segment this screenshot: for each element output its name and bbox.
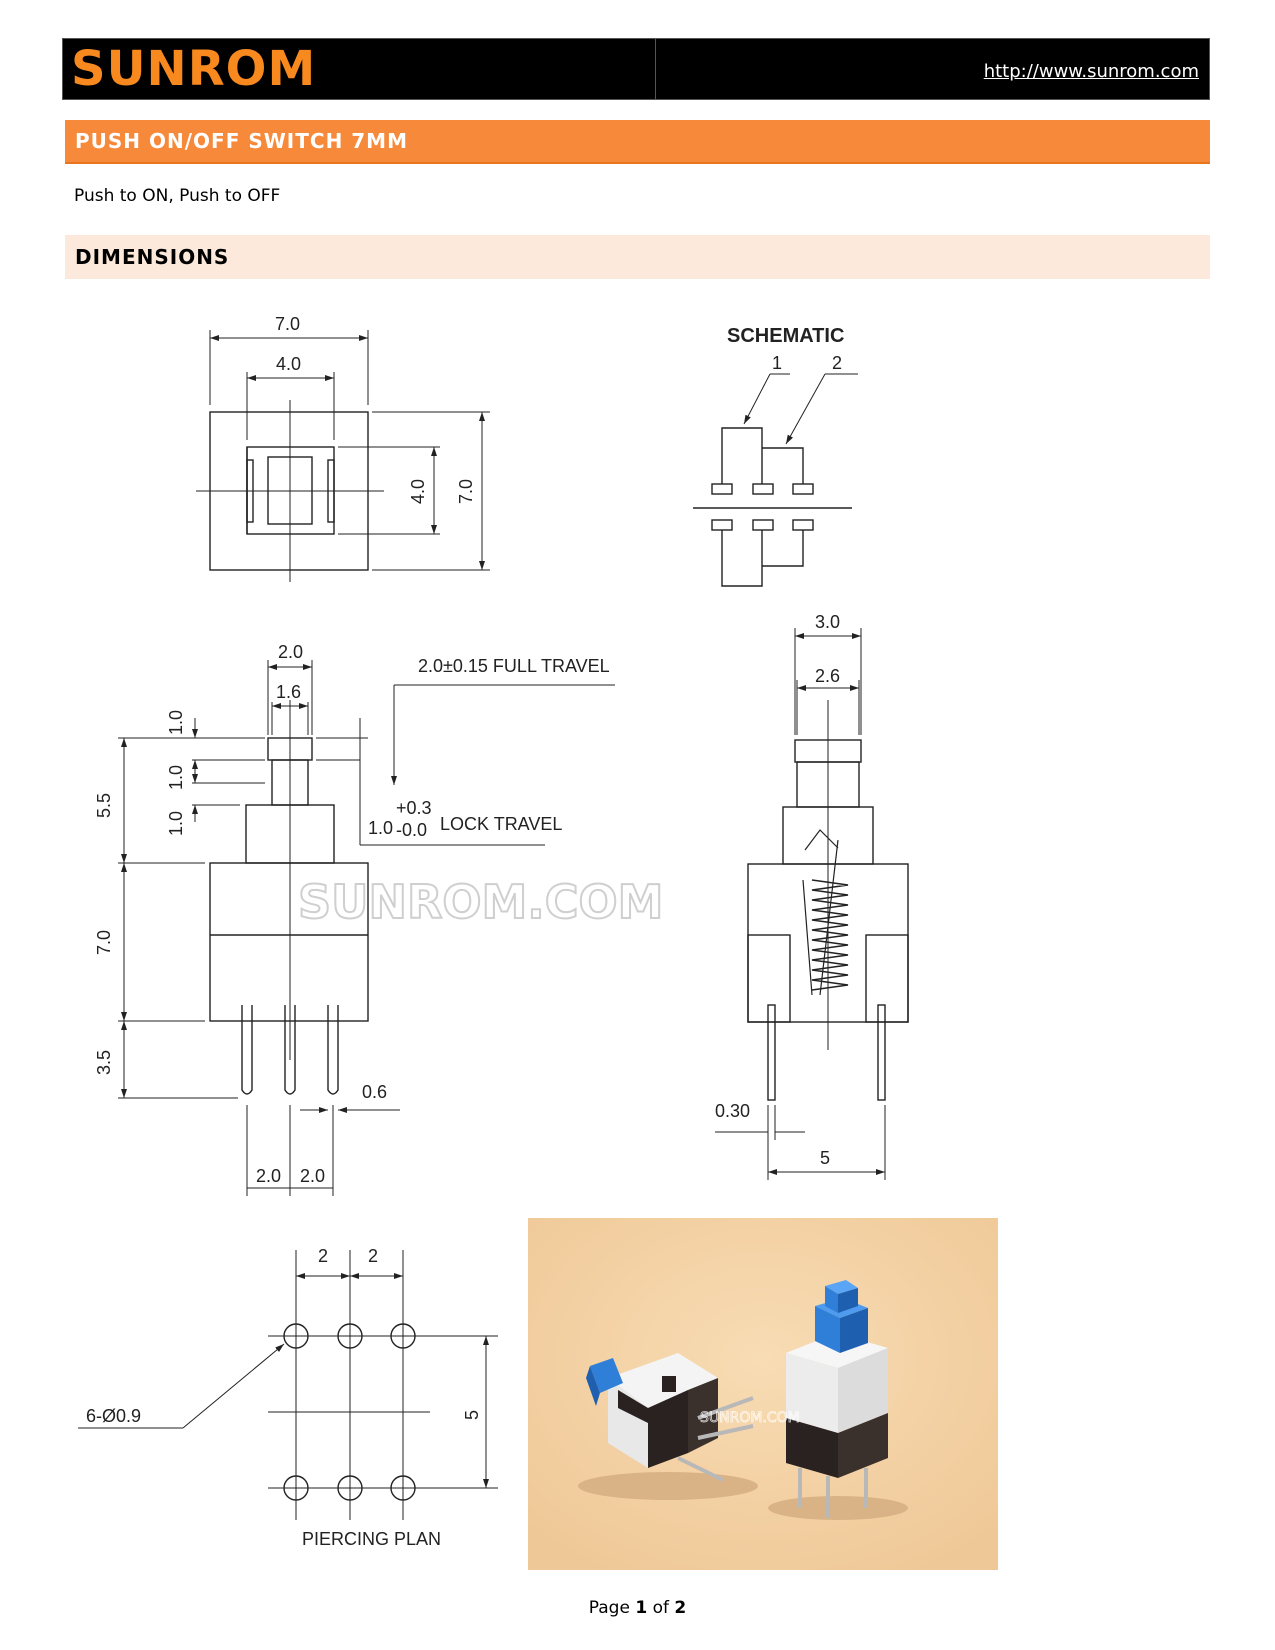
front-pitch-1: 2.0 xyxy=(256,1166,282,1186)
sunrom-logo: SUNROM xyxy=(71,41,317,97)
product-description: Push to ON, Push to OFF xyxy=(74,186,281,206)
piercing-row-gap: 5 xyxy=(462,1409,482,1420)
front-height-body: 7.0 xyxy=(94,929,114,955)
schematic xyxy=(693,374,858,586)
top-height-inner: 4.0 xyxy=(408,478,428,504)
footer-page-mid: of xyxy=(647,1598,675,1618)
drawing-watermark: SUNROM.COM xyxy=(298,875,664,929)
front-pin-width: 0.6 xyxy=(362,1082,388,1102)
side-view xyxy=(715,628,908,1180)
lock-travel-plus: +0.3 xyxy=(396,798,432,818)
front-height-pin: 3.5 xyxy=(94,1049,114,1075)
photo-watermark: SUNROM.COM xyxy=(700,1410,800,1426)
piercing-plan xyxy=(78,1250,498,1520)
schematic-pin-2: 2 xyxy=(832,353,843,373)
product-photo xyxy=(528,1218,998,1570)
piercing-holes: 6-Ø0.9 xyxy=(86,1406,142,1426)
piercing-pitch-2: 2 xyxy=(368,1246,379,1266)
dimensions-heading: DIMENSIONS xyxy=(75,245,230,269)
footer-page-prefix: Page xyxy=(588,1598,636,1618)
piercing-plan-title: PIERCING PLAN xyxy=(302,1529,442,1549)
product-title: PUSH ON/OFF SWITCH 7MM xyxy=(75,129,408,153)
piercing-pitch-1: 2 xyxy=(318,1246,329,1266)
front-pitch-2: 2.0 xyxy=(300,1166,326,1186)
footer-total-pages: 2 xyxy=(674,1598,687,1618)
front-height-total: 5.5 xyxy=(94,792,114,818)
lock-travel-label: LOCK TRAVEL xyxy=(440,814,563,834)
schematic-pin-1: 1 xyxy=(772,353,783,373)
side-width-inner: 2.6 xyxy=(815,666,841,686)
side-pin-span: 5 xyxy=(820,1148,831,1168)
front-d3: 1.0 xyxy=(166,810,186,836)
side-pin-thickness: 0.30 xyxy=(715,1101,751,1121)
front-d1: 1.0 xyxy=(166,709,186,735)
switch-photo-illustration xyxy=(528,1218,998,1570)
top-width-outer: 7.0 xyxy=(275,314,301,334)
front-plunger-inner: 1.6 xyxy=(276,682,302,702)
top-height-outer: 7.0 xyxy=(456,478,476,504)
top-width-inner: 4.0 xyxy=(276,354,302,374)
lock-travel-minus: -0.0 xyxy=(396,820,428,840)
footer-current-page: 1 xyxy=(635,1598,648,1618)
website-link[interactable]: http://www.sunrom.com xyxy=(983,61,1199,82)
full-travel-label: 2.0±0.15 FULL TRAVEL xyxy=(418,656,610,676)
page-footer xyxy=(0,1598,1275,1618)
front-plunger-width: 2.0 xyxy=(278,642,304,662)
schematic-title: SCHEMATIC xyxy=(727,325,845,347)
front-d2: 1.0 xyxy=(166,764,186,790)
side-width-outer: 3.0 xyxy=(815,612,841,632)
top-view xyxy=(196,330,490,582)
lock-travel-base: 1.0 xyxy=(368,818,394,838)
